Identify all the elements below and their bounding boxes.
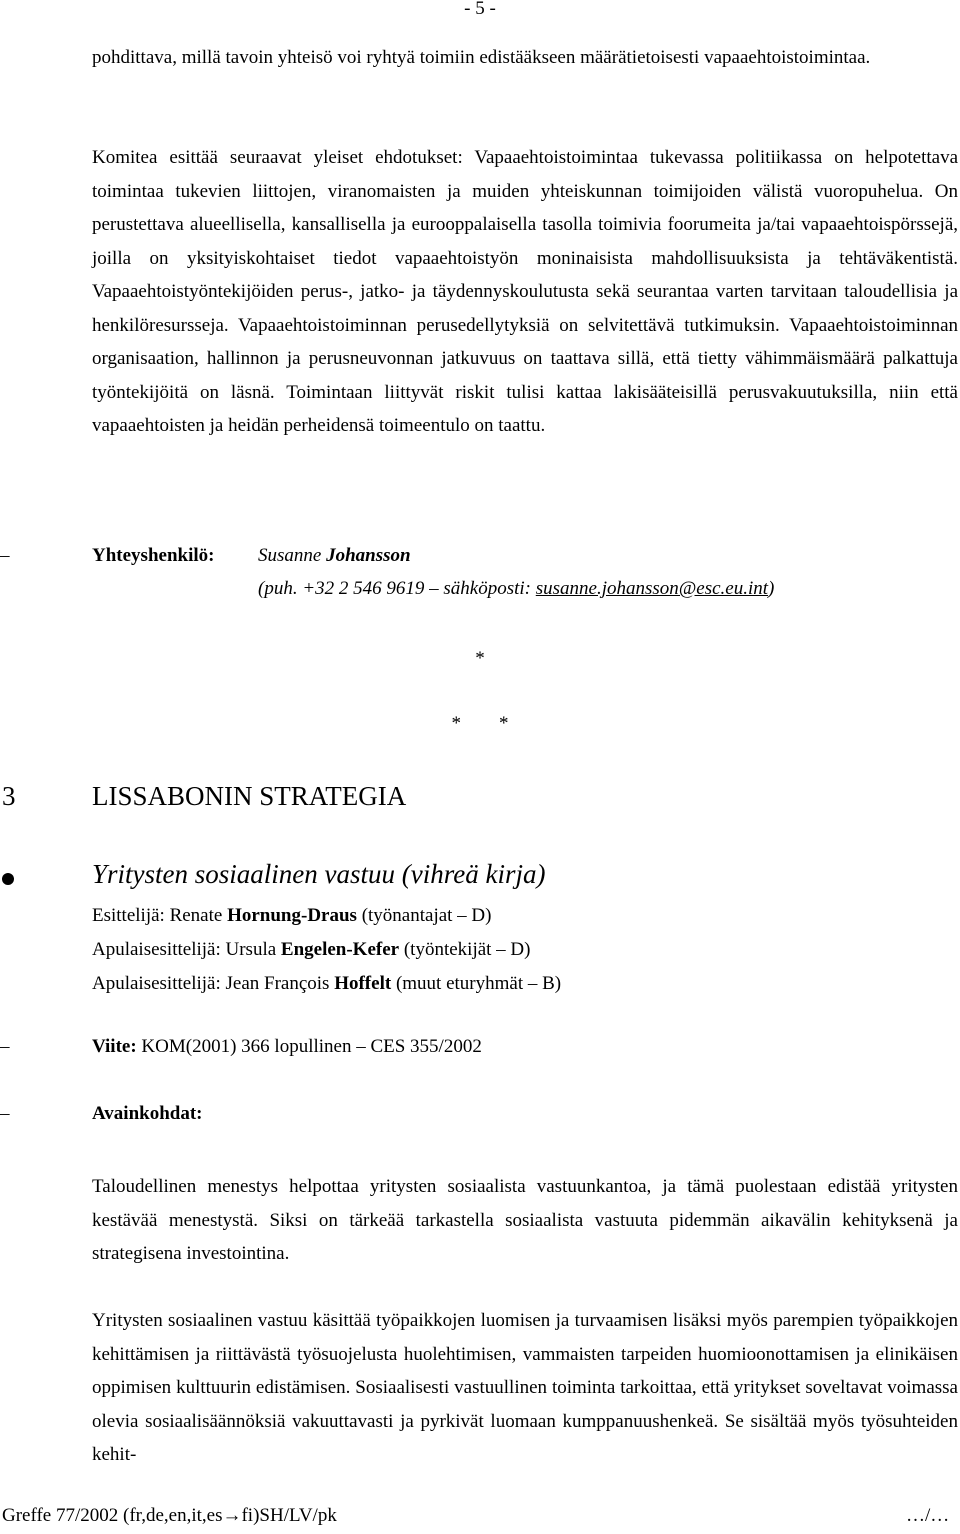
corapporteur2-group: (muut eturyhmät – B) xyxy=(391,973,562,994)
reference-dash: – xyxy=(0,1036,10,1057)
contact-close: ) xyxy=(768,578,775,599)
reference-line xyxy=(92,1036,482,1058)
rapporteur-line xyxy=(92,899,491,933)
paragraph-proposals: Komitea esittää seuraavat yleiset ehdotukset: Vapaaehtoistoimintaa tukevassa politiikassa on helpotettava toimintaa tukevien liittojen, viranomaisten ja muiden yhteiskunnan toimijoiden välistä vuoropuhelua. On perustettava alueellisella, kansallisella ja eurooppalaisella tasolla toimivia foorumeita ja/tai vapaaehtoispörssejä, joilla on yksityiskohtaiset tiedot vapaaehtoistyön moninaisista mahdollisuuksista ja tehtäväkentistä. Vapaaehtoistyöntekijöiden perus-, jatko- ja täydennyskoulutusta sekä seurantaa varten tarvitaan taloudellisia ja henkilöresursseja. Vapaaehtoistoiminnan perusedellytyksiä on selvitettävä tutkimuksin. Vapaaehtoistoiminnan organisaation, hallinnon ja perusneuvonnan jatkuvuus on taattava sillä, että tietty vähimmäismäärä palkattuja työntekijöitä on läsnä. Toimintaan liittyvät riskit tulisi kattaa lakisääteisillä perusvakuutuksilla, niin että vapaaehtoisten ja heidän perheidensä toimeentulo on taattu. xyxy=(92,147,958,436)
key-points-dash: – xyxy=(0,1103,10,1124)
contact-first-name: Susanne xyxy=(258,545,322,566)
bullet-icon xyxy=(2,873,14,885)
corapporteur1-name: Engelen-Kefer xyxy=(280,939,400,960)
corapporteur2-name: Hoffelt xyxy=(334,973,392,994)
contact-email-link[interactable]: susanne.johansson@esc.eu.int xyxy=(535,578,769,599)
rapporteur-name: Hornung-Draus xyxy=(227,905,357,926)
key-points-label: Avainkohdat: xyxy=(92,1103,203,1124)
page-number: - 5 - xyxy=(464,0,496,19)
corapporteur2-label: Apulaisesittelijä: Jean François xyxy=(92,973,335,994)
footer-reference: Greffe 77/2002 (fr,de,en,it,es→fi)SH/LV/pk xyxy=(2,1505,337,1526)
separator-stars-bottom: * * xyxy=(451,713,509,734)
contact-details xyxy=(258,578,774,600)
corapporteur1-group: (työntekijät – D) xyxy=(399,939,531,960)
contact-name xyxy=(258,545,411,567)
corapporteur1-label: Apulaisesittelijä: Ursula xyxy=(92,939,281,960)
reference-label: Viite: xyxy=(92,1036,137,1057)
footer-continued: …/… xyxy=(906,1505,950,1526)
rapporteur-label: Esittelijä: Renate xyxy=(92,905,228,926)
reference-value: KOM(2001) 366 lopullinen – CES 355/2002 xyxy=(136,1036,482,1057)
rapporteur-group: (työnantajat – D) xyxy=(356,905,492,926)
paragraph-economic-success: Taloudellinen menestys helpottaa yritysten sosiaalista vastuunkantoa, ja tämä puolestaan edistää yritysten kestävää menestystä. Siksi on tärkeää tarkastella sosiaalista vastuuta pidemmän aikavälin kehityksenä ja strategisena investointina. xyxy=(92,1176,958,1264)
contact-last-name: Johansson xyxy=(326,545,411,566)
paragraph-intro: pohdittava, millä tavoin yhteisö voi ryhtyä toimiin edistääkseen määrätietoisesti vapaaehtoistoimintaa. xyxy=(92,47,871,68)
separator-star-top: * xyxy=(475,648,485,669)
contact-label: Yhteyshenkilö: xyxy=(92,545,215,566)
contact-phone: (puh. +32 2 546 9619 – sähköposti: xyxy=(258,578,536,599)
corapporteur2-line xyxy=(92,967,561,1001)
subsection-title: Yritysten sosiaalinen vastuu (vihreä kirja) xyxy=(92,859,546,889)
section-title: LISSABONIN STRATEGIA xyxy=(92,781,407,811)
section-number: 3 xyxy=(2,781,16,811)
contact-dash: – xyxy=(0,545,10,566)
paragraph-social-responsibility: Yritysten sosiaalinen vastuu käsittää työpaikkojen luomisen ja turvaamisen lisäksi myös parempien työpaikkojen kehittämisen ja riittävästä työsuojelusta huolehtimisen, vammaisten tarpeiden huomioonottamisen ja elinikäisen oppimisen kulttuurin edistämisen. Sosiaalisesti vastuullinen toiminta tarkoittaa, että yritykset soveltavat voimassa olevia sosiaalisäännöksiä vakuuttavasti ja pyrkivät luomaan kumppanuushenkeä. Se sisältää myös työsuhteiden kehit- xyxy=(92,1310,958,1465)
corapporteur1-line xyxy=(92,933,530,967)
